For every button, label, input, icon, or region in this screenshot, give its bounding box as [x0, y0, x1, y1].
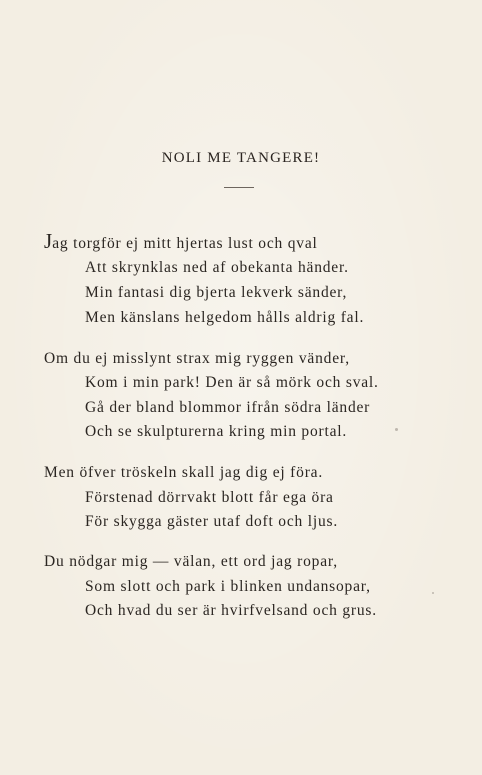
poem-line-text: ag torgför ej mitt hjertas lust och qval: [52, 235, 318, 252]
poem-line: Du nödgar mig — välan, ett ord jag ropar,: [44, 553, 338, 570]
paper-speck: [432, 592, 434, 594]
poem-line: [44, 229, 318, 253]
poem-line: Min fantasi dig bjerta lekverk sänder,: [85, 284, 348, 301]
poem-line: Men öfver tröskeln skall jag dig ej föra.: [44, 464, 324, 481]
poem-line: Kom i min park! Den är så mörk och sval.: [85, 374, 379, 391]
title-divider: [224, 187, 254, 188]
poem-line: För skygga gäster utaf doft och ljus.: [85, 513, 339, 530]
poem-line: Som slott och park i blinken undansopar,: [85, 578, 371, 595]
paper-speck: [395, 428, 398, 431]
poem-line: Förstenad dörrvakt blott får ega öra: [85, 489, 334, 506]
drop-cap: J: [44, 229, 53, 253]
poem-line: Om du ej misslynt strax mig ryggen vänder,: [44, 350, 350, 367]
poem-line: Att skrynklas ned af obekanta händer.: [85, 259, 349, 276]
poem-line: Och hvad du ser är hvirfvelsand och grus.: [85, 602, 377, 619]
poem-title: NOLI ME TANGERE!: [161, 150, 321, 166]
poem-line: Och se skulpturerna kring min portal.: [85, 423, 348, 440]
poem-line: Gå der bland blommor ifrån södra länder: [85, 399, 371, 416]
poem-line: Men känslans helgedom hålls aldrig fal.: [85, 309, 365, 326]
